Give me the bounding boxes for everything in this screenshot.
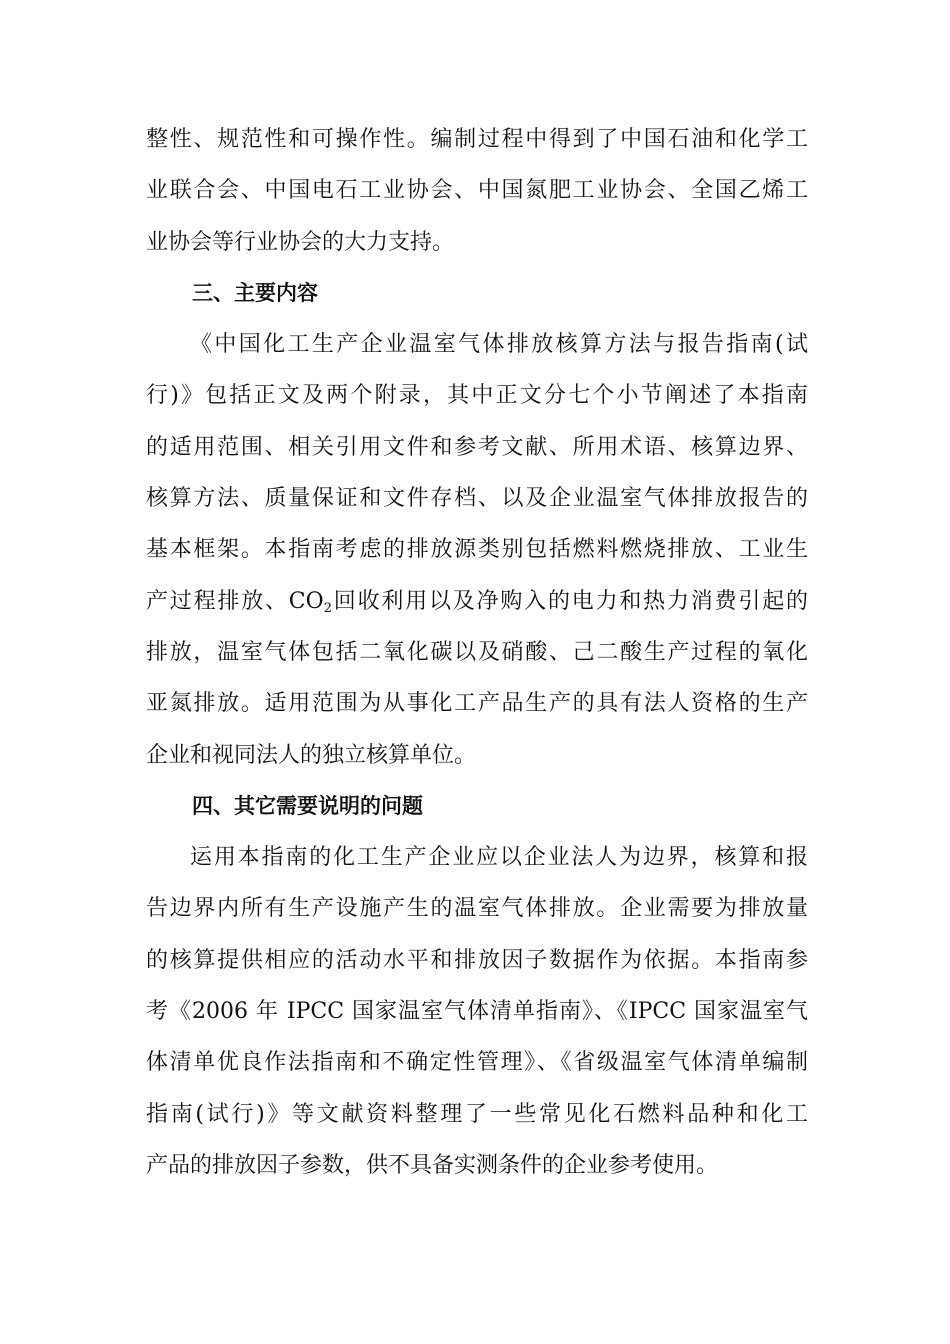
text-line: 指南(试行)》等文献资料整理了一些常见化石燃料品种和化工 [146, 1101, 808, 1127]
text-line: 企业和视同法人的独立核算单位。 [146, 742, 477, 768]
text-line: 体清单优良作法指南和不确定性管理》、《省级温室气体清单编制 [146, 1050, 808, 1076]
section-four-paragraph [146, 832, 808, 1191]
text-line: 产品的排放因子参数，供不具备实测条件的企业参考使用。 [146, 1152, 719, 1178]
text-line: 的核算提供相应的活动水平和排放因子数据作为依据。本指南参 [146, 947, 808, 973]
text-line-co2 [146, 576, 808, 627]
section-four-heading: 四、其它需要说明的问题 [192, 793, 423, 818]
text-line: 核算方法、质量保证和文件存档、以及企业温室气体排放报告的 [146, 486, 808, 512]
text-line: 行)》包括正文及两个附录，其中正文分七个小节阐述了本指南 [146, 383, 808, 409]
text-line: 告边界内所有生产设施产生的温室气体排放。企业需要为排放量 [146, 896, 808, 922]
section-three-paragraph [146, 319, 808, 781]
text-line: 整性、规范性和可操作性。编制过程中得到了中国石油和化学工 [146, 127, 808, 152]
text-line: 考《2006 年 IPCC 国家温室气体清单指南》、《IPCC 国家温室气 [146, 999, 808, 1025]
text-line: 的适用范围、相关引用文件和参考文献、所用术语、核算边界、 [146, 434, 808, 460]
intro-paragraph [146, 114, 808, 268]
document-body [146, 114, 808, 1191]
section-three-heading: 三、主要内容 [192, 280, 318, 305]
text-line: 业联合会、中国电石工业协会、中国氮肥工业协会、全国乙烯工 [146, 178, 808, 204]
co2-suffix: 回收利用以及净购入的电力和热力消费引起的 [331, 588, 808, 614]
text-line: 运用本指南的化工生产企业应以企业法人为边界，核算和报 [190, 845, 808, 871]
text-line: 《中国化工生产企业温室气体排放核算方法与报告指南(试 [190, 332, 808, 358]
text-line: 亚氮排放。适用范围为从事化工产品生产的具有法人资格的生产 [146, 691, 808, 717]
text-line: 业协会等行业协会的大力支持。 [146, 229, 455, 255]
text-line: 排放，温室气体包括二氧化碳以及硝酸、己二酸生产过程的氧化 [146, 639, 808, 665]
co2-subscript: 2 [323, 600, 332, 616]
text-line: 基本框架。本指南考虑的排放源类别包括燃料燃烧排放、工业生 [146, 537, 808, 563]
co2-prefix: 产过程排放、CO [146, 588, 324, 614]
